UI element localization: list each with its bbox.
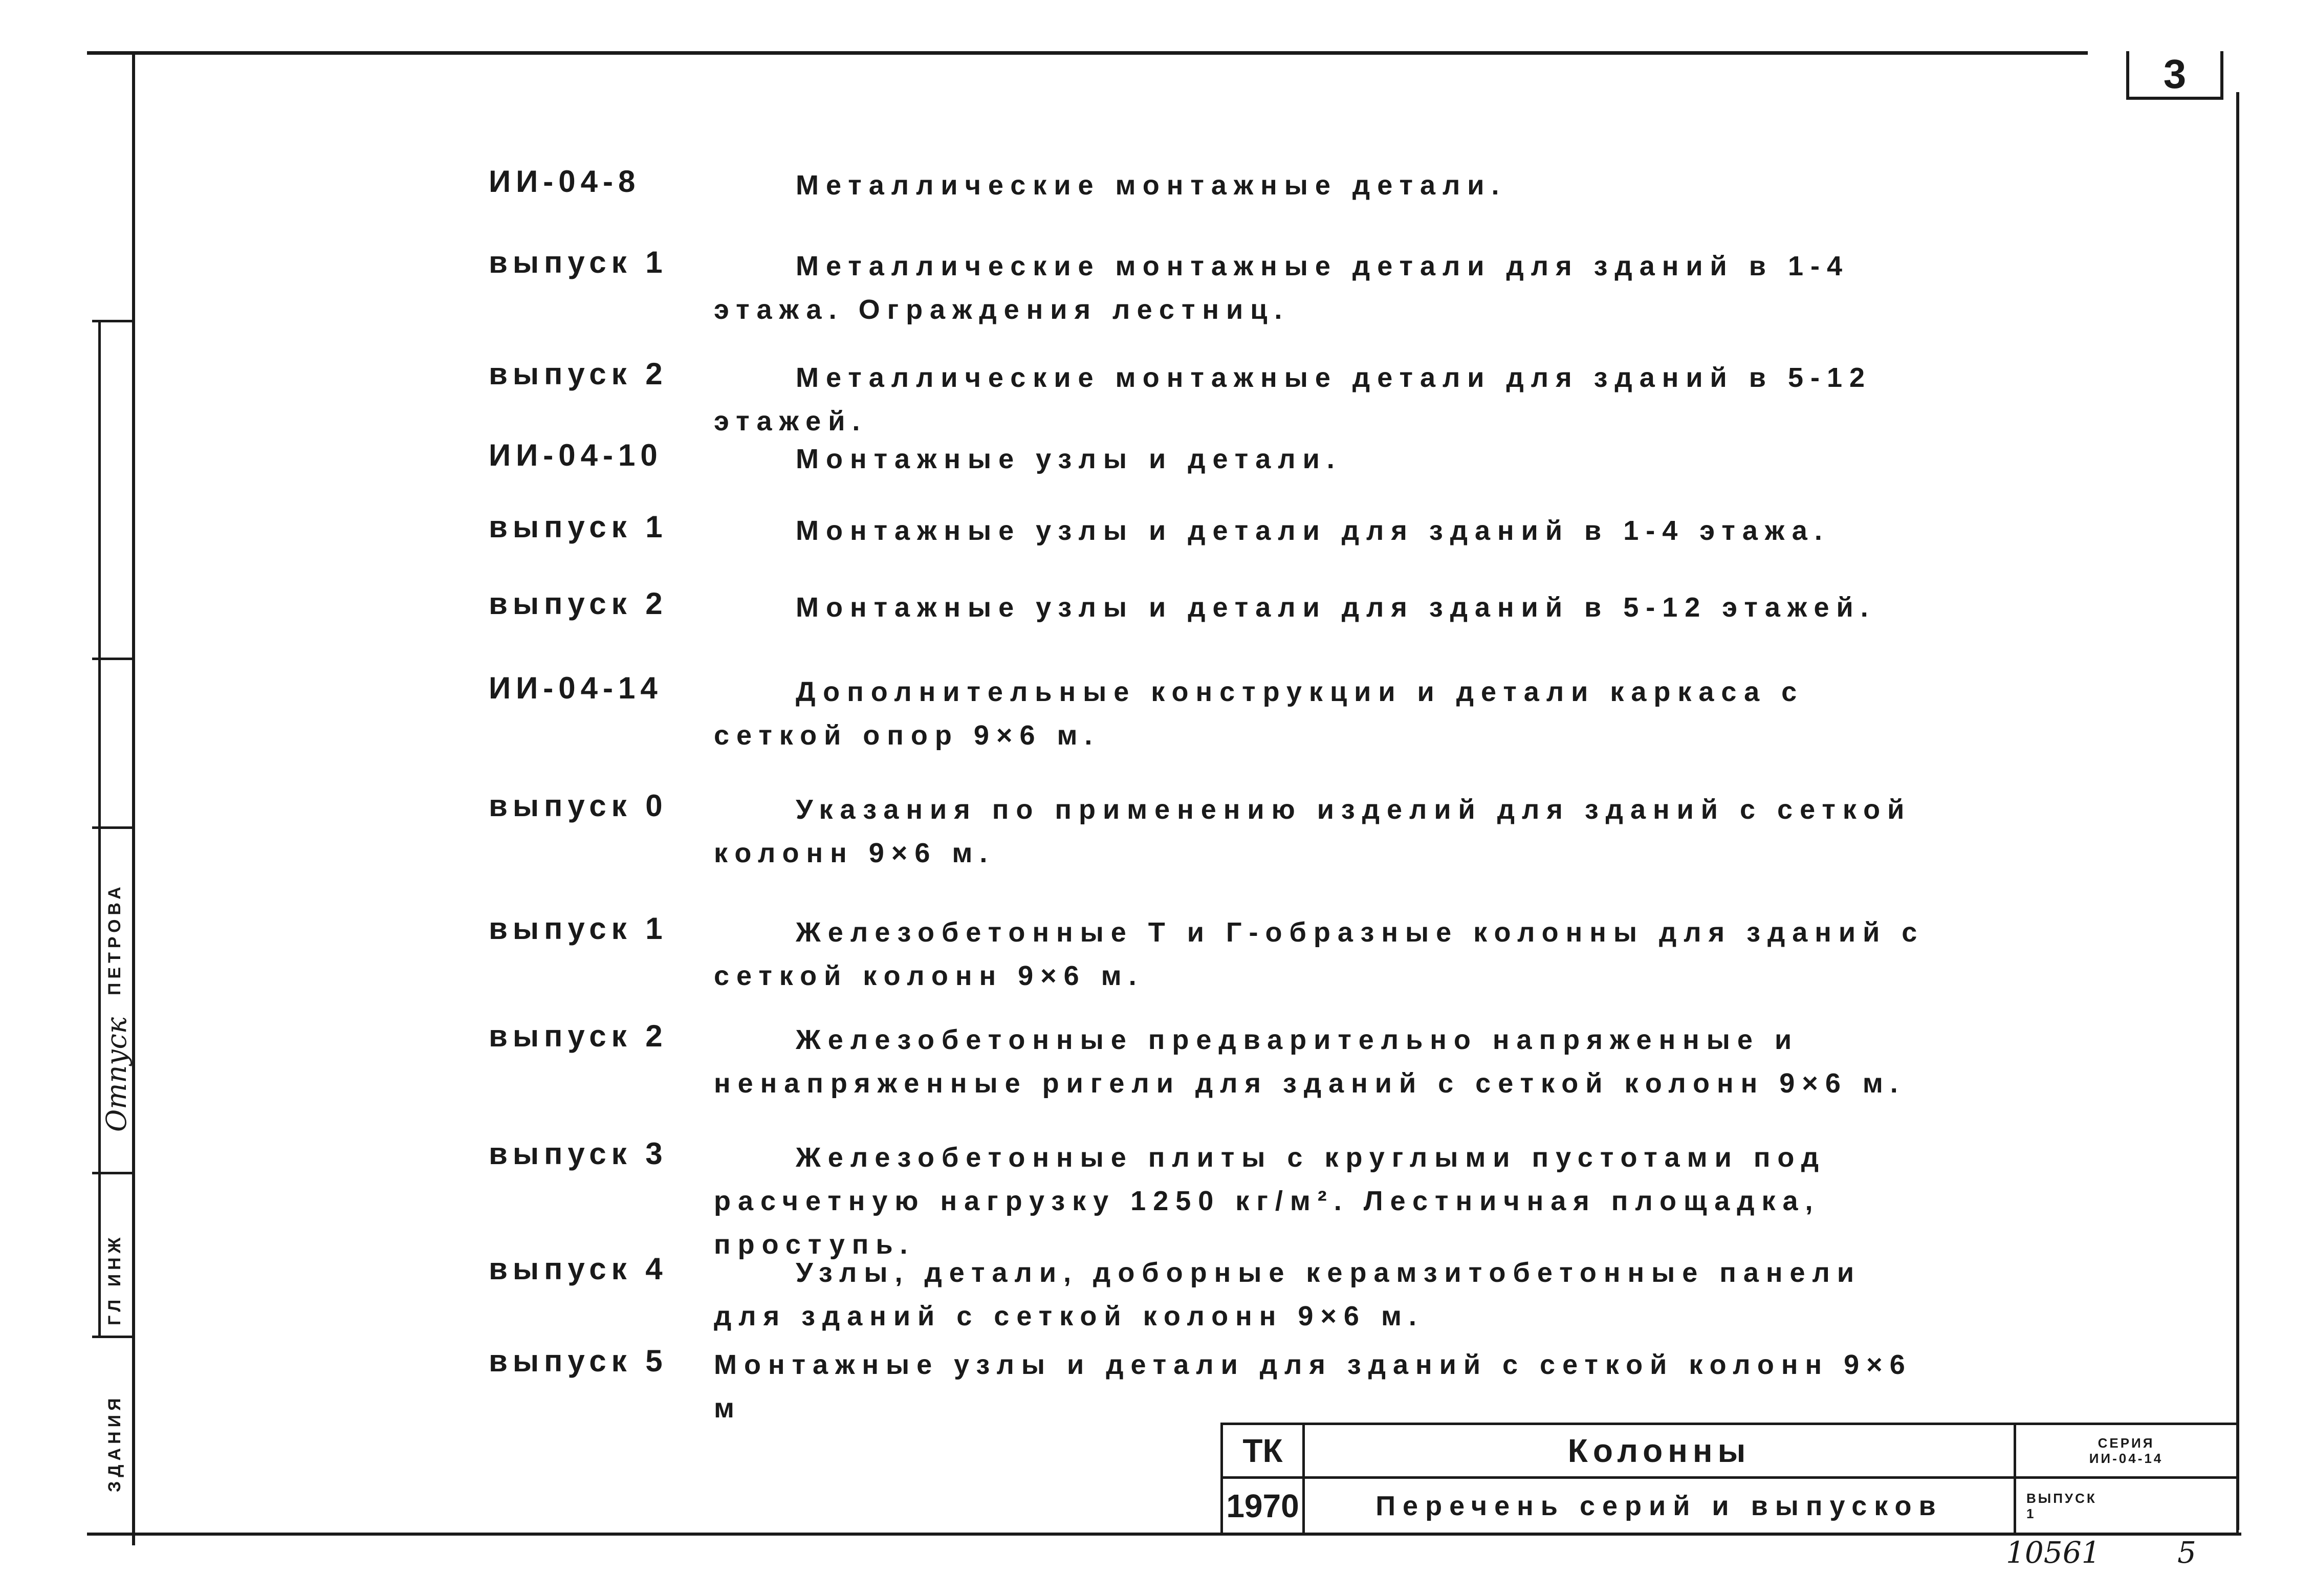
strip-label-gl-inzh: ГЛ ИНЖ (105, 1233, 124, 1325)
series-code: выпуск 5 (489, 1344, 668, 1378)
series-code: выпуск 1 (489, 911, 668, 946)
title-block-issue (2014, 1476, 2239, 1535)
title-block-org: ТК (1220, 1423, 1305, 1479)
series-description: Железобетонные Т и Г-образные колонны для зданий с сеткой колонн 9×6 м. (714, 917, 1925, 991)
frame-top-left-border (87, 51, 136, 54)
series-description: Металлические монтажные детали. (796, 170, 1506, 201)
series-code: выпуск 2 (489, 357, 668, 391)
title-block-title: Колонны (1302, 1423, 2016, 1479)
series-description: Монтажные узлы и детали для зданий в 1-4 этажа. (796, 515, 1829, 546)
series-description: Монтажные узлы и детали для зданий с сеткой колонн 9×6 м (714, 1349, 1912, 1424)
title-block (1220, 1423, 2239, 1535)
strip-signature: Отпуск (100, 1017, 133, 1132)
page-number: 5 (2177, 1535, 2196, 1570)
series-code: выпуск 2 (489, 1019, 668, 1053)
series-description: Узлы, детали, доборные керамзитобетонные панели для зданий с сеткой колонн 9×6 м. (714, 1257, 1862, 1331)
sheet-number: 3 (2126, 51, 2223, 100)
series-code: выпуск 1 (489, 510, 668, 544)
series-description: Металлические монтажные детали для зданий в 5-12 этажей. (714, 362, 1872, 436)
series-code: ИИ-04-8 (489, 164, 641, 199)
issue-value: 1 (2026, 1505, 2036, 1521)
frame-right-border (2236, 92, 2239, 1530)
series-description: Железобетонные плиты с круглыми пустотами под расчетную нагрузку 1250 кг/м². Лестничная площадка, проступь. (714, 1142, 1826, 1260)
frame-top-border (87, 51, 2088, 55)
title-block-series (2014, 1423, 2239, 1479)
strip-label-petrova: ПЕТРОВА (105, 883, 124, 995)
series-code: выпуск 0 (489, 789, 668, 823)
title-block-subtitle: Перечень серий и выпусков (1302, 1476, 2016, 1535)
title-block-year: 1970 (1220, 1476, 1305, 1535)
series-code: ИИ-04-10 (489, 438, 663, 472)
series-label: СЕРИЯ (2098, 1435, 2155, 1451)
series-code: ИИ-04-14 (489, 671, 663, 705)
series-description: Указания по применению изделий для зданий с сеткой колонн 9×6 м. (714, 794, 1912, 868)
series-code: выпуск 2 (489, 586, 668, 621)
series-value: ИИ-04-14 (2089, 1451, 2164, 1466)
strip-vertical-line (98, 320, 101, 1338)
issue-label: ВЫПУСК (2026, 1490, 2097, 1506)
series-description: Монтажные узлы и детали для зданий в 5-12 этажей. (796, 592, 1875, 623)
series-description: Металлические монтажные детали для зданий в 1-4 этажа. Ограждения лестниц. (714, 251, 1849, 325)
series-code: выпуск 3 (489, 1136, 668, 1171)
series-description: Монтажные узлы и детали. (796, 444, 1342, 474)
series-code: выпуск 4 (489, 1252, 668, 1286)
strip-label-zdaniya: ЗДАНИЯ (105, 1394, 124, 1492)
series-description: Дополнительные конструкции и детали каркаса с сеткой опор 9×6 м. (714, 676, 1804, 751)
series-code: выпуск 1 (489, 245, 668, 279)
series-description: Железобетонные предварительно напряженные и ненапряженные ригели для зданий с сеткой колонн 9×6 м. (714, 1024, 1905, 1099)
inventory-number: 10561 (2006, 1535, 2101, 1570)
